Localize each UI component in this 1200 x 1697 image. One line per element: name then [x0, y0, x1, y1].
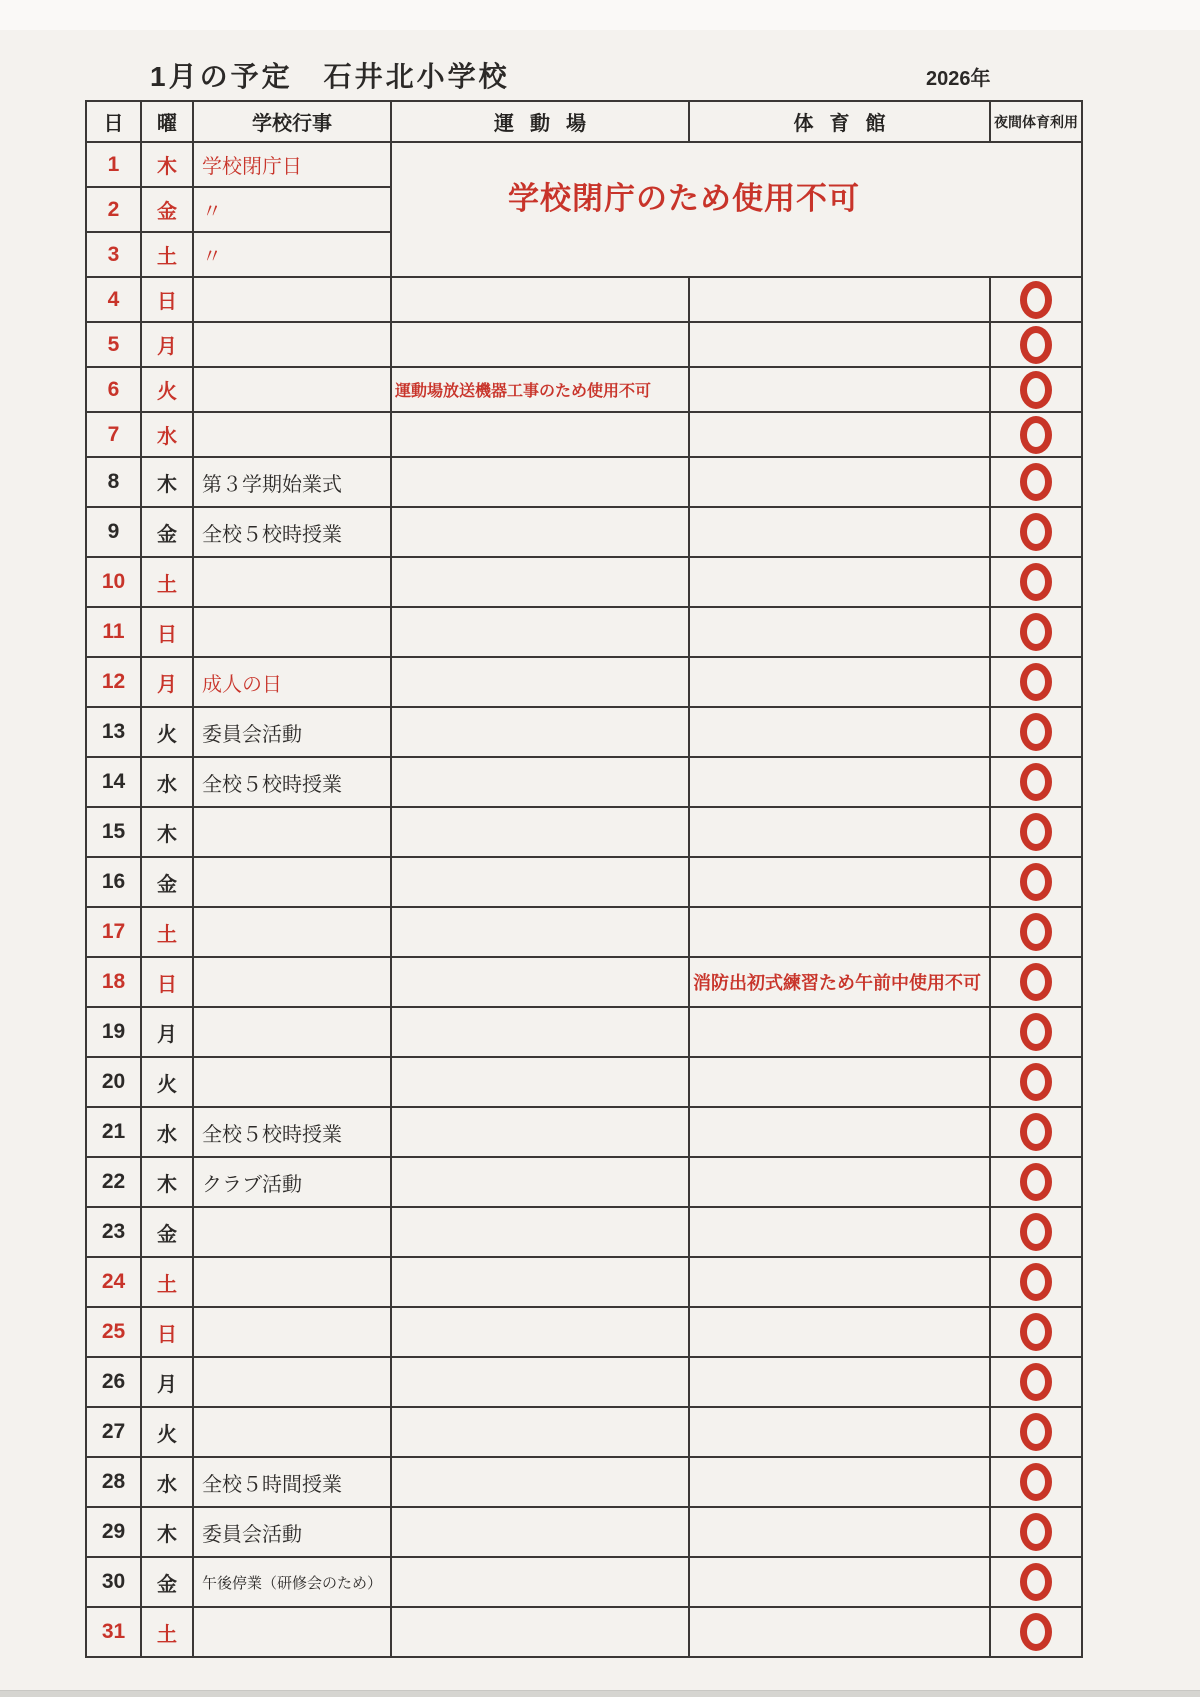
weekday-cell: 水: [141, 757, 193, 807]
night-use-circle-icon: [1020, 1413, 1052, 1451]
day-cell: 9: [86, 507, 141, 557]
table-head: [86, 101, 1082, 142]
night-use-circle-icon: [1020, 1563, 1052, 1601]
weekday-cell: 水: [141, 1457, 193, 1507]
gym-cell: [689, 457, 990, 507]
night-use-circle-icon: [1020, 1463, 1052, 1501]
weekday-cell: 金: [141, 857, 193, 907]
day-cell: 23: [86, 1207, 141, 1257]
table-row-day-15: [86, 807, 1082, 857]
ground-cell: [391, 1407, 689, 1457]
page-title: 1月の予定 石井北小学校: [150, 61, 510, 92]
weekday-cell: 金: [141, 507, 193, 557]
night-use-cell: [990, 322, 1082, 367]
table-row-day-30: [86, 1557, 1082, 1607]
gym-cell: [689, 412, 990, 457]
night-use-cell: [990, 1407, 1082, 1457]
column-header-day: 日: [86, 101, 141, 142]
ground-cell: [391, 757, 689, 807]
night-use-circle-icon: [1020, 371, 1052, 409]
column-header-gym: 体育館: [689, 101, 990, 142]
day-cell: 11: [86, 607, 141, 657]
ground-cell: [391, 1307, 689, 1357]
table-row-day-19: [86, 1007, 1082, 1057]
schedule-table: [85, 100, 1083, 1658]
day-cell: 3: [86, 232, 141, 277]
day-cell: 6: [86, 367, 141, 412]
table-row-day-31: [86, 1607, 1082, 1657]
column-header-ground: 運動場: [391, 101, 689, 142]
event-cell: [193, 857, 391, 907]
night-use-cell: [990, 1557, 1082, 1607]
table-row-day-4: [86, 277, 1082, 322]
event-cell: [193, 367, 391, 412]
gym-cell: [689, 707, 990, 757]
weekday-cell: 金: [141, 1207, 193, 1257]
event-cell: 〃: [193, 187, 391, 232]
night-use-circle-icon: [1020, 713, 1052, 751]
night-use-circle-icon: [1020, 863, 1052, 901]
night-use-cell: [990, 657, 1082, 707]
gym-cell: [689, 1257, 990, 1307]
night-use-cell: [990, 1457, 1082, 1507]
event-cell: [193, 1607, 391, 1657]
weekday-cell: 水: [141, 412, 193, 457]
event-cell: 全校５時間授業: [193, 1457, 391, 1507]
day-cell: 17: [86, 907, 141, 957]
scan-top-edge: [0, 0, 1200, 30]
weekday-cell: 月: [141, 1007, 193, 1057]
gym-cell: [689, 1557, 990, 1607]
ground-cell: [391, 1007, 689, 1057]
night-use-cell: [990, 1307, 1082, 1357]
day-cell: 5: [86, 322, 141, 367]
ground-cell: [391, 412, 689, 457]
ground-cell: [391, 507, 689, 557]
table-row-day-20: [86, 1057, 1082, 1107]
night-use-cell: [990, 1007, 1082, 1057]
table-row-day-7: [86, 412, 1082, 457]
day-cell: 4: [86, 277, 141, 322]
table-row-day-27: [86, 1407, 1082, 1457]
ground-cell: [391, 857, 689, 907]
weekday-cell: 木: [141, 1157, 193, 1207]
ground-cell: [391, 657, 689, 707]
night-use-cell: [990, 807, 1082, 857]
weekday-cell: 土: [141, 1607, 193, 1657]
ground-cell: [391, 1257, 689, 1307]
weekday-cell: 日: [141, 957, 193, 1007]
table-row-day-25: [86, 1307, 1082, 1357]
gym-cell: [689, 1007, 990, 1057]
event-cell: 〃: [193, 232, 391, 277]
event-cell: [193, 1257, 391, 1307]
night-use-cell: [990, 412, 1082, 457]
table-row-day-14: [86, 757, 1082, 807]
weekday-cell: 日: [141, 607, 193, 657]
night-use-circle-icon: [1020, 1263, 1052, 1301]
table-row-day-10: [86, 557, 1082, 607]
day-cell: 28: [86, 1457, 141, 1507]
night-use-cell: [990, 277, 1082, 322]
weekday-cell: 火: [141, 367, 193, 412]
night-use-cell: [990, 1107, 1082, 1157]
weekday-cell: 土: [141, 557, 193, 607]
gym-cell: [689, 757, 990, 807]
ground-cell: [391, 807, 689, 857]
table-row-day-11: [86, 607, 1082, 657]
event-cell: [193, 1007, 391, 1057]
ground-cell: [391, 1607, 689, 1657]
gym-cell: [689, 1207, 990, 1257]
night-use-circle-icon: [1020, 326, 1052, 364]
day-cell: 8: [86, 457, 141, 507]
ground-cell: [391, 1357, 689, 1407]
weekday-cell: 金: [141, 187, 193, 232]
night-use-circle-icon: [1020, 1363, 1052, 1401]
ground-cell: [391, 607, 689, 657]
night-use-cell: [990, 857, 1082, 907]
event-cell: [193, 1207, 391, 1257]
day-cell: 21: [86, 1107, 141, 1157]
table-row-day-28: [86, 1457, 1082, 1507]
ground-cell: [391, 1557, 689, 1607]
gym-cell: [689, 1407, 990, 1457]
ground-cell: [391, 907, 689, 957]
gym-cell: [689, 1057, 990, 1107]
weekday-cell: 日: [141, 277, 193, 322]
gym-cell: [689, 1457, 990, 1507]
weekday-cell: 木: [141, 1507, 193, 1557]
day-cell: 18: [86, 957, 141, 1007]
gym-cell: [689, 277, 990, 322]
night-use-cell: [990, 367, 1082, 412]
night-use-cell: [990, 1607, 1082, 1657]
night-use-circle-icon: [1020, 513, 1052, 551]
night-use-circle-icon: [1020, 663, 1052, 701]
gym-cell: [689, 367, 990, 412]
weekday-cell: 月: [141, 322, 193, 367]
event-cell: クラブ活動: [193, 1157, 391, 1207]
day-cell: 14: [86, 757, 141, 807]
table-row-day-8: [86, 457, 1082, 507]
night-use-circle-icon: [1020, 1163, 1052, 1201]
table-row-day-21: [86, 1107, 1082, 1157]
day-cell: 7: [86, 412, 141, 457]
table-row-day-29: [86, 1507, 1082, 1557]
ground-cell: [391, 1157, 689, 1207]
gym-cell: [689, 1307, 990, 1357]
night-use-circle-icon: [1020, 1513, 1052, 1551]
table-row-day-9: [86, 507, 1082, 557]
night-use-circle-icon: [1020, 281, 1052, 319]
column-header-events: 学校行事: [193, 101, 391, 142]
day-cell: 16: [86, 857, 141, 907]
weekday-cell: 土: [141, 1257, 193, 1307]
gym-cell: [689, 607, 990, 657]
night-use-cell: [990, 757, 1082, 807]
gym-cell: [689, 907, 990, 957]
night-use-circle-icon: [1020, 913, 1052, 951]
day-cell: 15: [86, 807, 141, 857]
column-header-weekday: 曜: [141, 101, 193, 142]
event-cell: [193, 607, 391, 657]
ground-cell: [391, 1207, 689, 1257]
day-cell: 19: [86, 1007, 141, 1057]
ground-cell: [391, 957, 689, 1007]
ground-cell: [391, 1057, 689, 1107]
night-use-circle-icon: [1020, 1013, 1052, 1051]
weekday-cell: 木: [141, 457, 193, 507]
event-cell: 全校５校時授業: [193, 507, 391, 557]
table-body: [86, 142, 1082, 1657]
weekday-cell: 火: [141, 1407, 193, 1457]
gym-cell: [689, 1607, 990, 1657]
day-cell: 10: [86, 557, 141, 607]
table-row-day-23: [86, 1207, 1082, 1257]
day-cell: 31: [86, 1607, 141, 1657]
night-use-circle-icon: [1020, 416, 1052, 454]
weekday-cell: 水: [141, 1107, 193, 1157]
night-use-cell: [990, 557, 1082, 607]
ground-cell: [391, 1107, 689, 1157]
night-use-circle-icon: [1020, 563, 1052, 601]
ground-cell: [391, 1457, 689, 1507]
event-cell: [193, 557, 391, 607]
table-row-day-5: [86, 322, 1082, 367]
day-cell: 29: [86, 1507, 141, 1557]
event-cell: [193, 1407, 391, 1457]
night-use-cell: [990, 1157, 1082, 1207]
night-use-circle-icon: [1020, 1063, 1052, 1101]
day-cell: 24: [86, 1257, 141, 1307]
day-cell: 27: [86, 1407, 141, 1457]
weekday-cell: 火: [141, 1057, 193, 1107]
weekday-cell: 土: [141, 907, 193, 957]
column-header-night: 夜間体育利用: [990, 101, 1082, 142]
night-use-cell: [990, 707, 1082, 757]
event-cell: [193, 1357, 391, 1407]
day-cell: 22: [86, 1157, 141, 1207]
day-cell: 2: [86, 187, 141, 232]
closure-notice: 学校閉庁のため使用不可: [391, 142, 1082, 277]
table-row-day-12: [86, 657, 1082, 707]
ground-cell: [391, 707, 689, 757]
night-use-circle-icon: [1020, 613, 1052, 651]
weekday-cell: 月: [141, 657, 193, 707]
gym-cell: [689, 1507, 990, 1557]
ground-cell: [391, 277, 689, 322]
day-cell: 12: [86, 657, 141, 707]
day-cell: 25: [86, 1307, 141, 1357]
weekday-cell: 木: [141, 807, 193, 857]
table-row-day-26: [86, 1357, 1082, 1407]
event-cell: 第３学期始業式: [193, 457, 391, 507]
night-use-cell: [990, 907, 1082, 957]
event-cell: 委員会活動: [193, 1507, 391, 1557]
night-use-circle-icon: [1020, 763, 1052, 801]
day-cell: 30: [86, 1557, 141, 1607]
table-header-row: [86, 101, 1082, 142]
gym-cell: [689, 657, 990, 707]
table-row-day-1: [86, 142, 1082, 187]
ground-cell: [391, 322, 689, 367]
night-use-circle-icon: [1020, 1313, 1052, 1351]
gym-cell: [689, 1157, 990, 1207]
gym-cell: [689, 557, 990, 607]
event-cell: 学校閉庁日: [193, 142, 391, 187]
event-cell: [193, 1307, 391, 1357]
table-row-day-18: [86, 957, 1082, 1007]
scan-bottom-edge: [0, 1690, 1200, 1697]
table-row-day-17: [86, 907, 1082, 957]
weekday-cell: 金: [141, 1557, 193, 1607]
gym-cell: [689, 1357, 990, 1407]
weekday-cell: 火: [141, 707, 193, 757]
event-cell: [193, 277, 391, 322]
ground-cell: 運動場放送機器工事のため使用不可: [391, 367, 689, 412]
event-cell: 午後停業（研修会のため）: [193, 1557, 391, 1607]
night-use-cell: [990, 607, 1082, 657]
night-use-cell: [990, 1057, 1082, 1107]
night-use-circle-icon: [1020, 463, 1052, 501]
night-use-circle-icon: [1020, 963, 1052, 1001]
table-row-day-24: [86, 1257, 1082, 1307]
day-cell: 26: [86, 1357, 141, 1407]
gym-cell: [689, 857, 990, 907]
event-cell: [193, 1057, 391, 1107]
event-cell: [193, 412, 391, 457]
weekday-cell: 月: [141, 1357, 193, 1407]
event-cell: [193, 807, 391, 857]
night-use-circle-icon: [1020, 1213, 1052, 1251]
weekday-cell: 土: [141, 232, 193, 277]
event-cell: [193, 957, 391, 1007]
table-row-day-16: [86, 857, 1082, 907]
night-use-cell: [990, 507, 1082, 557]
weekday-cell: 日: [141, 1307, 193, 1357]
table-row-day-13: [86, 707, 1082, 757]
weekday-cell: 木: [141, 142, 193, 187]
day-cell: 13: [86, 707, 141, 757]
gym-cell: [689, 807, 990, 857]
ground-cell: [391, 557, 689, 607]
night-use-cell: [990, 457, 1082, 507]
ground-cell: [391, 457, 689, 507]
night-use-circle-icon: [1020, 1613, 1052, 1651]
event-cell: [193, 907, 391, 957]
event-cell: 成人の日: [193, 657, 391, 707]
night-use-circle-icon: [1020, 1113, 1052, 1151]
gym-cell: [689, 1107, 990, 1157]
gym-cell: 消防出初式練習ため午前中使用不可: [689, 957, 990, 1007]
night-use-cell: [990, 1257, 1082, 1307]
night-use-cell: [990, 957, 1082, 1007]
night-use-cell: [990, 1207, 1082, 1257]
day-cell: 20: [86, 1057, 141, 1107]
event-cell: 全校５校時授業: [193, 1107, 391, 1157]
year-label: 2026年: [926, 68, 991, 90]
day-cell: 1: [86, 142, 141, 187]
event-cell: [193, 322, 391, 367]
event-cell: 委員会活動: [193, 707, 391, 757]
gym-cell: [689, 507, 990, 557]
night-use-cell: [990, 1507, 1082, 1557]
table-row-day-6: [86, 367, 1082, 412]
table-row-day-22: [86, 1157, 1082, 1207]
night-use-circle-icon: [1020, 813, 1052, 851]
event-cell: 全校５校時授業: [193, 757, 391, 807]
ground-cell: [391, 1507, 689, 1557]
gym-cell: [689, 322, 990, 367]
night-use-cell: [990, 1357, 1082, 1407]
